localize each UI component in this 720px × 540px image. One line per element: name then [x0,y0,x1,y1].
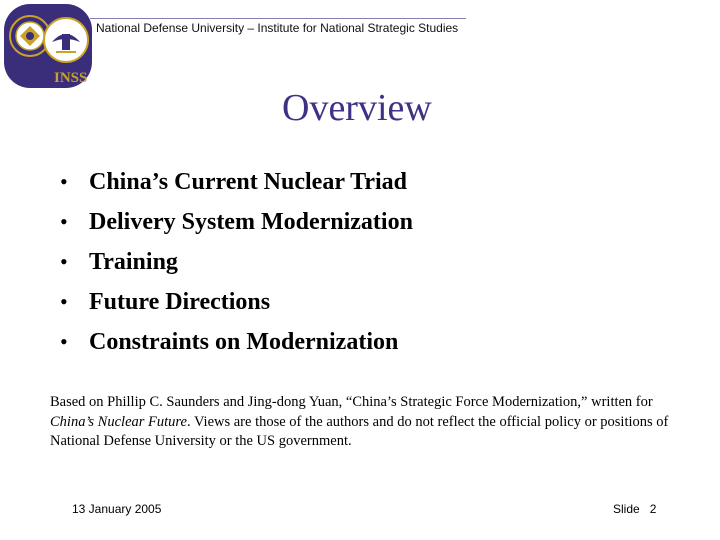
bullet-item [60,242,413,282]
footnote-book-title: China’s Nuclear Future [50,413,187,430]
bullet-dot-icon: • [60,209,68,234]
bullet-dot-icon: • [60,329,68,354]
eagle-seal-icon [2,2,96,92]
slide-title: Overview [282,87,432,129]
footer-date: 13 January 2005 [72,502,162,516]
bullet-text: Constraints on Modernization [89,329,399,355]
bullet-dot-icon: • [60,289,68,314]
bullet-item [60,282,413,322]
bullet-item [60,322,413,362]
slide-number [613,502,656,516]
logo-text: INSS [54,70,88,86]
slide-number-value: 2 [649,502,657,516]
inss-logo [2,2,96,92]
bullet-text: China’s Current Nuclear Triad [89,169,408,195]
header-institution: National Defense University – Institute for National Strategic Studies [96,21,459,35]
bullet-item [60,202,413,242]
bullet-list [60,162,413,362]
slide-label: Slide [613,502,640,516]
footnote-text: Based on Phillip C. Saunders and Jing-dong Yuan, “China’s Strategic Force Modernization,” written for [50,394,653,410]
source-footnote [50,393,690,452]
bullet-dot-icon: • [60,249,68,274]
footnote-text-end: . Views are those of the authors and do not reflect the official policy or positions of National Defense University or the US government. [50,413,669,449]
bullet-text: Delivery System Modernization [89,209,413,235]
bullet-dot-icon: • [60,169,68,194]
bullet-item [60,162,413,202]
bullet-text: Training [89,249,178,275]
bullet-text: Future Directions [89,289,271,315]
header-divider [90,18,466,19]
